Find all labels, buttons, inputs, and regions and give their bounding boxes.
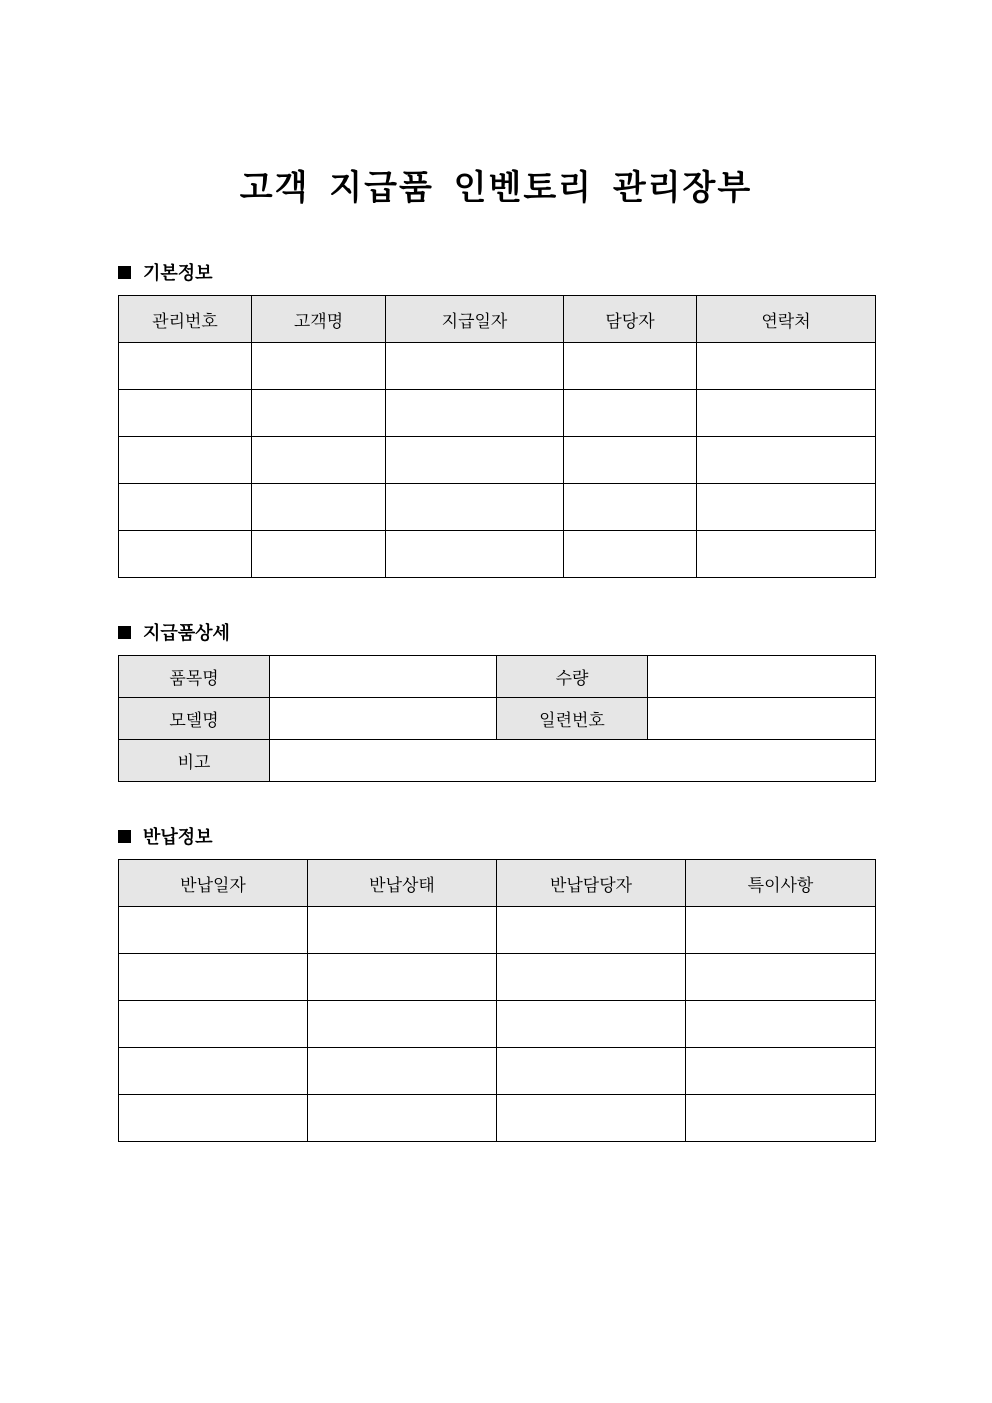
table-cell[interactable] [686, 907, 876, 954]
table-cell[interactable] [252, 390, 386, 437]
table-cell[interactable] [308, 1095, 497, 1142]
page-title: 고객 지급품 인벤토리 관리장부 [239, 168, 753, 208]
table-cell[interactable] [119, 437, 252, 484]
table-cell[interactable] [386, 484, 564, 531]
square-bullet-icon [118, 830, 131, 843]
column-header-special-notes: 특이사항 [686, 860, 876, 907]
section-heading-label: 지급품상세 [143, 623, 230, 644]
square-bullet-icon [118, 266, 131, 279]
column-header-return-date: 반납일자 [119, 860, 308, 907]
table-header-row [119, 860, 876, 907]
table-cell[interactable] [308, 1001, 497, 1048]
label-quantity: 수량 [497, 656, 648, 698]
table-cell[interactable] [386, 343, 564, 390]
table-row [119, 1001, 876, 1048]
basic-info-table [118, 295, 876, 578]
section-heading-label: 반납정보 [143, 827, 213, 848]
item-details-table [118, 655, 876, 782]
table-cell[interactable] [119, 1048, 308, 1095]
section-heading-label: 기본정보 [143, 263, 213, 284]
table-row [119, 1048, 876, 1095]
table-row [119, 343, 876, 390]
table-cell[interactable] [686, 954, 876, 1001]
column-header-return-status: 반납상태 [308, 860, 497, 907]
column-header-customer-name: 고객명 [252, 296, 386, 343]
table-cell[interactable] [697, 437, 876, 484]
table-cell[interactable] [252, 484, 386, 531]
column-header-return-manager: 반납담당자 [497, 860, 686, 907]
table-cell[interactable] [686, 1095, 876, 1142]
serial-number-field[interactable] [648, 698, 876, 740]
table-cell[interactable] [497, 907, 686, 954]
table-cell[interactable] [564, 343, 697, 390]
return-info-table [118, 859, 876, 1142]
table-cell[interactable] [119, 390, 252, 437]
table-header-row [119, 296, 876, 343]
remarks-field[interactable] [270, 740, 876, 782]
table-row [119, 1095, 876, 1142]
table-row [119, 954, 876, 1001]
column-header-contact: 연락처 [697, 296, 876, 343]
section-heading-basic-info [118, 259, 213, 285]
table-cell[interactable] [252, 343, 386, 390]
table-cell[interactable] [564, 484, 697, 531]
column-header-management-number: 관리번호 [119, 296, 252, 343]
column-header-manager: 담당자 [564, 296, 697, 343]
table-cell[interactable] [564, 390, 697, 437]
table-row [119, 698, 876, 740]
table-cell[interactable] [119, 484, 252, 531]
table-cell[interactable] [697, 390, 876, 437]
table-cell[interactable] [697, 343, 876, 390]
table-cell[interactable] [252, 437, 386, 484]
section-heading-item-details [118, 619, 230, 645]
table-row [119, 390, 876, 437]
table-cell[interactable] [386, 437, 564, 484]
table-cell[interactable] [497, 954, 686, 1001]
table-cell[interactable] [686, 1048, 876, 1095]
section-heading-return-info [118, 823, 213, 849]
model-name-field[interactable] [270, 698, 497, 740]
table-cell[interactable] [119, 343, 252, 390]
table-cell[interactable] [497, 1048, 686, 1095]
table-cell[interactable] [308, 907, 497, 954]
table-cell[interactable] [564, 437, 697, 484]
table-cell[interactable] [308, 1048, 497, 1095]
table-row [119, 740, 876, 782]
table-cell[interactable] [119, 907, 308, 954]
column-header-issue-date: 지급일자 [386, 296, 564, 343]
label-remarks: 비고 [119, 740, 270, 782]
table-cell[interactable] [564, 531, 697, 578]
table-cell[interactable] [119, 954, 308, 1001]
label-model-name: 모델명 [119, 698, 270, 740]
table-row [119, 656, 876, 698]
table-cell[interactable] [386, 531, 564, 578]
square-bullet-icon [118, 626, 131, 639]
label-item-name: 품목명 [119, 656, 270, 698]
table-cell[interactable] [697, 484, 876, 531]
table-cell[interactable] [252, 531, 386, 578]
table-row [119, 437, 876, 484]
table-cell[interactable] [308, 954, 497, 1001]
table-cell[interactable] [386, 390, 564, 437]
quantity-field[interactable] [648, 656, 876, 698]
table-row [119, 907, 876, 954]
item-name-field[interactable] [270, 656, 497, 698]
table-cell[interactable] [497, 1001, 686, 1048]
table-cell[interactable] [497, 1095, 686, 1142]
table-cell[interactable] [119, 1001, 308, 1048]
table-cell[interactable] [119, 1095, 308, 1142]
table-row [119, 531, 876, 578]
table-cell[interactable] [119, 531, 252, 578]
label-serial-number: 일련번호 [497, 698, 648, 740]
table-row [119, 484, 876, 531]
table-cell[interactable] [697, 531, 876, 578]
table-cell[interactable] [686, 1001, 876, 1048]
